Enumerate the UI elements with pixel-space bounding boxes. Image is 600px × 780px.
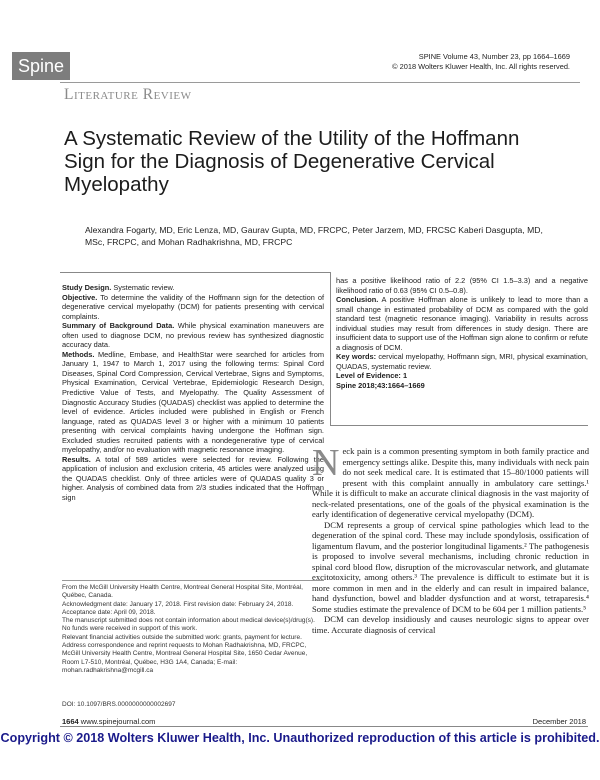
funds-note: No funds were received in support of this work.	[62, 625, 198, 633]
doi: DOI: 10.1097/BRS.0000000000002697	[62, 701, 176, 708]
journal-url[interactable]: www.spinejournal.com	[80, 717, 156, 726]
methods-label: Methods.	[62, 349, 95, 359]
body-paragraph-3: DCM can develop insidiously and causes neurologic signs to appear over time. Accurate diagnosis of cervical	[312, 614, 589, 635]
results-text: A total of 589 articles were selected for review. Following the application of inclusion and exclusion criteria, 45 articles were analyzed using the QUADAS checklist. Only of three articles were of QUADAS quality 3 or higher. Analysis of combined data from 2/3 studies indicated that the Hoffman sign	[62, 454, 324, 503]
issue-date: December 2018	[532, 717, 586, 726]
journal-copyright: © 2018 Wolters Kluwer Health, Inc. All rights reserved.	[392, 62, 570, 71]
footer-rule	[60, 726, 588, 727]
results-continued: has a positive likelihood ratio of 2.2 (95% CI 1.5–3.3) and a negative likelihood ratio of 0.63 (95% CI 0.5–0.8).	[336, 276, 588, 295]
results-label: Results.	[62, 454, 91, 464]
header-rule	[60, 82, 580, 83]
abstract-column-right	[336, 276, 588, 391]
abstract-bottom-rule	[330, 425, 588, 426]
background-label: Summary of Background Data.	[62, 321, 175, 331]
article-title: A Systematic Review of the Utility of the Hoffmann Sign for the Diagnosis of Degenerative Cervical Myelopathy	[64, 127, 520, 196]
objective-text: To determine the validity of the Hoffmann sign for the detection of degenerative cervical myelopathy (DCM) for patients presenting with cervical complaints.	[62, 292, 325, 321]
study-design-label: Study Design.	[62, 283, 112, 292]
conclusion-text: A positive Hoffman alone is unlikely to lead to more than a small change in estimated probability of DCM as compared with the gold standard test (magnetic resonance imaging). Variability in results across individual studies may result from differences in study design. There are insufficient data to support use of the Hoffman sign alone to confirm or refute a diagnosis of DCM.	[336, 295, 588, 352]
dates-note: Acknowledgment date: January 17, 2018. First revision date: February 24, 2018. Acceptance date: April 09, 2018.	[62, 600, 294, 616]
page-footer-left	[62, 717, 155, 726]
copyright-notice: Copyright © 2018 Wolters Kluwer Health, Inc. Unauthorized reproduction of this article is prohibited.	[0, 731, 600, 745]
objective-label: Objective.	[62, 292, 98, 302]
article-notes	[62, 577, 324, 675]
abstract-column-left	[62, 283, 324, 503]
methods-text: Medline, Embase, and HealthStar were searched for articles from January 1, 1947 to March 1, 2017 using the following terms: Spinal Cord Diseases, Spinal Cord Compression, Cervical Vertebrae, Signs and Symptoms, Physical Examination, Cervical Vertebrae, Epidemiologic Research Design, Predictive Value of Tests, and Myelopathy. The Quality Assessment of Diagnostic Accuracy Studies (QUADAS) checklist was applied to determine the level of evidence. Articles included were published in English or French language, rated as QUADAS level 3 or higher with a minimum 10 patients presenting with cervical complaints having undergone the Hoffman sign. Excluded studies recruited patients with a nondegenerative type of cervical myelopathy, and/or no evaluation with magnetic resonance imaging.	[62, 349, 325, 455]
journal-citation: SPINE Volume 43, Number 23, pp 1664–1669	[418, 52, 570, 61]
affiliation-note: From the McGill University Health Centre, Montreal General Hospital Site, Montréal, Québec, Canada.	[62, 584, 303, 600]
author-list: Alexandra Fogarty, MD, Eric Lenza, MD, Gaurav Gupta, MD, FRCPC, Peter Jarzem, MD, FRCSC Kaberi Dasgupta, MD, MSc, FRCPC, and Mohan Radhakrishna, MD, FRCPC	[85, 225, 543, 247]
notes-rule	[62, 580, 324, 581]
financial-note: Relevant financial activities outside the submitted work: grants, payment for lecture.	[62, 633, 302, 641]
journal-header	[270, 52, 570, 72]
body-paragraph-1: eck pain is a common presenting symptom in both family practice and emergency settings alike. Despite this, many individuals with neck pain do not seek medical care. It is estimated that 15–80/1000 patients will present with this complaint annually in ambulatory care settings.¹ While it is difficult to make an accurate clinical diagnosis in the vast majority of neck-related presentations, one of the goals of the physical examination is the early identification of degenerative cervical myelopathy (DCM).	[312, 446, 589, 519]
level-label: Level of Evidence:	[336, 371, 401, 381]
devices-note: The manuscript submitted does not contain information about medical device(s)/drug(s).	[62, 617, 315, 625]
body-text	[312, 442, 589, 635]
page-number: 1664	[62, 717, 79, 726]
study-design-text: Systematic review.	[113, 283, 175, 292]
conclusion-label: Conclusion.	[336, 295, 379, 305]
abstract-top-rule	[60, 272, 330, 273]
address-note: Address correspondence and reprint requests to Mohan Radhakrishna, MD, FRCPC, McGill University Health Centre, Montreal General Hospital Site, 1650 Cedar Avenue, Room L7-510, Montréal, Québec, H3G 1A4, Canada; E-mail: mohan.radhakrishna@mcgill.ca	[62, 642, 308, 674]
body-paragraph-2: DCM represents a group of cervical spine pathologies which lead to the degeneration of the spinal cord. These may include spondylosis, ossification of ligamentum flavum, and the posterior longitudinal ligaments.² The pathogenesis is proposed to involve several mechanisms, including chronic reduction in spinal cord blood flow, disruption of the microvascular network, and glutamate excitotoxicity, among others.³ The prevalence is difficult to estimate but it is more common in men and in the elderly and can result in impaired balance, hand dysfunction, bowel and bladder dysfunction and at worst, tetraparesis.⁴ Some studies estimate the prevalence of DCM to be 604 per 1 million patients.⁵	[312, 519, 589, 614]
abstract-citation: Spine 2018;43:1664–1669	[336, 381, 425, 391]
level-value: 1	[402, 371, 408, 381]
abstract-divider	[330, 272, 331, 425]
keywords-text: cervical myelopathy, Hoffmann sign, MRI, physical examination, QUADAS, systematic review.	[336, 352, 588, 371]
background-text: While physical examination maneuvers are often used to diagnose DCM, no previous review has synthesized diagnostic accuracy data.	[62, 321, 324, 350]
drop-cap: N	[312, 442, 340, 484]
section-label: Literature Review	[64, 86, 192, 103]
journal-logo: Spine	[12, 52, 70, 80]
keywords-label: Key words:	[336, 352, 377, 362]
